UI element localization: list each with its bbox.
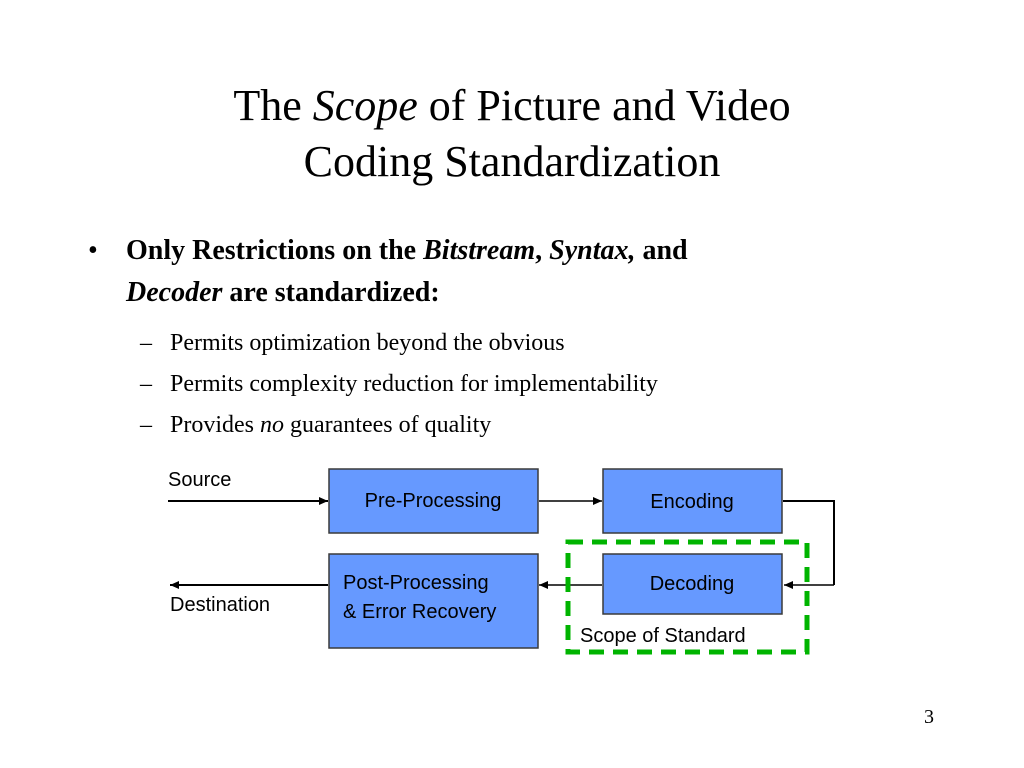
syntax-term: Syntax, — [549, 235, 636, 266]
title-scope-italic: Scope — [312, 81, 418, 130]
page-number: 3 — [924, 706, 934, 728]
sub-bullet-2: – Permits complexity reduction for implementability — [88, 367, 908, 401]
encoding-label: Encoding — [650, 491, 734, 513]
bitstream-term: Bitstream — [423, 235, 536, 266]
bullet-marker: • — [88, 235, 98, 266]
no-emphasis: no — [260, 412, 284, 438]
sub-bullet-dash: – — [140, 412, 152, 438]
sub-bullet-1: – Permits optimization beyond the obvious — [88, 326, 908, 360]
coding-pipeline-diagram — [160, 455, 850, 665]
destination-label: Destination — [170, 594, 271, 616]
decoder-term: Decoder — [126, 277, 223, 308]
sub-bullet-dash: – — [140, 330, 152, 356]
sub-bullet-3: – Provides no guarantees of quality — [88, 408, 908, 442]
scope-of-standard-label: Scope of Standard — [580, 625, 746, 647]
bullet-list — [88, 230, 908, 442]
decoding-label: Decoding — [649, 573, 735, 595]
source-label: Source — [168, 469, 232, 491]
title-line-1: The Scope of Picture and Video — [233, 81, 791, 130]
slide-title — [0, 78, 1024, 190]
preprocessing-label: Pre-Processing — [364, 490, 502, 512]
postprocessing-label-line1: Post-Processing — [343, 572, 489, 594]
main-bullet: • Only Restrictions on the Bitstream, Syntax, and Decoder are standardized: — [88, 230, 908, 314]
title-line-2: Coding Standardization — [303, 137, 721, 186]
postprocessing-label-line2: & Error Recovery — [343, 601, 497, 623]
sub-bullet-dash: – — [140, 371, 152, 397]
